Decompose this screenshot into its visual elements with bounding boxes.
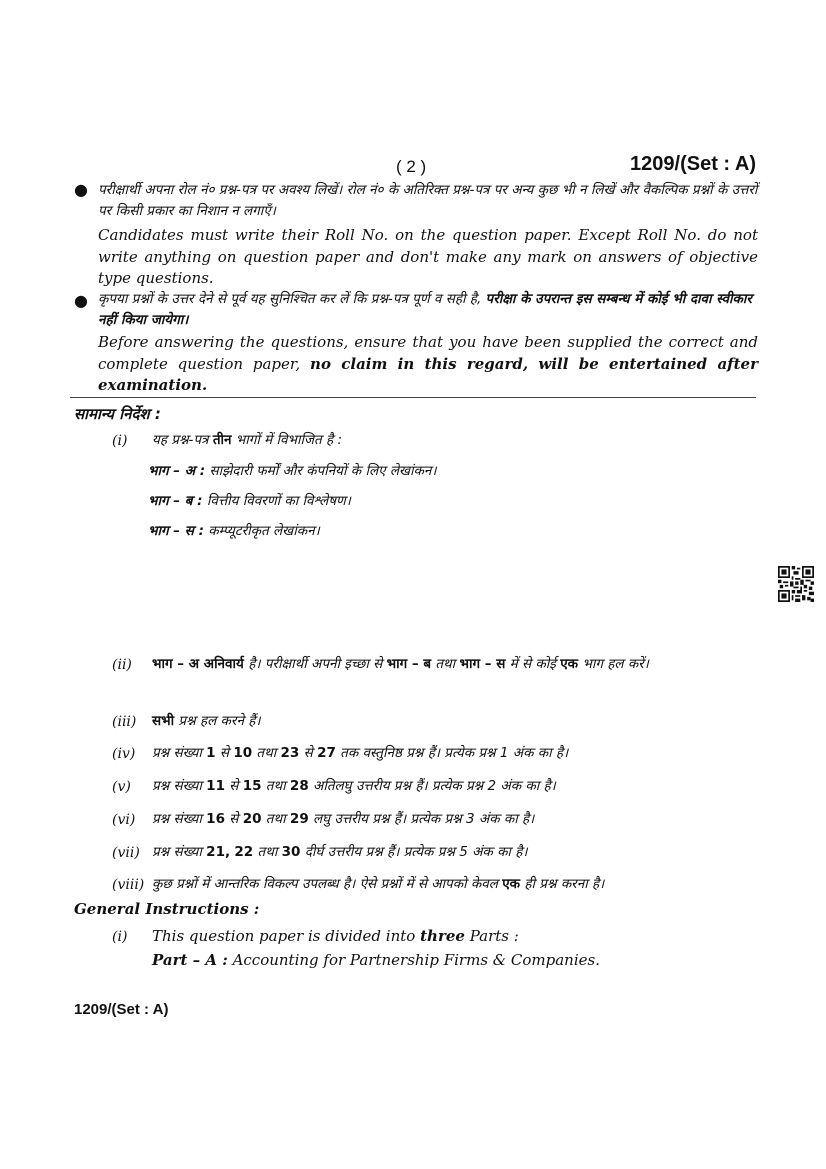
text: अतिलघु उत्तरीय प्रश्न हैं। प्रत्येक प्रश्न 2 अंक का है। <box>313 778 556 794</box>
part-label: भाग – ब : <box>148 493 203 509</box>
hindi-part-c <box>148 521 320 539</box>
text: प्रश्न संख्या <box>152 778 202 794</box>
bold-text: भाग – अ अनिवार्य <box>152 656 244 672</box>
bold-number: 27 <box>317 745 336 761</box>
english-instructions-heading: General Instructions : <box>74 900 260 918</box>
bold-number: 28 <box>289 778 309 794</box>
bold-text: भाग – स <box>459 656 506 672</box>
hindi-item-viii <box>152 871 758 897</box>
hindi-part-b <box>148 491 351 509</box>
text: Parts : <box>469 927 519 945</box>
part-text: Accounting for Partnership Firms & Companies. <box>232 951 600 969</box>
bold-text: एक <box>502 876 521 892</box>
bold-number: 29 <box>289 811 309 827</box>
note-2-english-text: Before answering the questions, ensure that you have been supplied the correct and complete question paper, <box>98 333 758 373</box>
text: है। परीक्षार्थी अपनी इच्छा से <box>248 656 383 672</box>
text: This question paper is divided into <box>152 927 416 945</box>
bold-number: 22 <box>234 844 254 860</box>
note-2-hindi-text: कृपया प्रश्नों के उत्तर देने से पूर्व यह सुनिश्चित कर लें कि प्रश्न-पत्र पूर्ण व सही है, <box>98 291 482 307</box>
bold-number: 23 <box>280 745 300 761</box>
item-number: (i) <box>112 433 128 449</box>
text: भागों में विभाजित है : <box>235 432 343 448</box>
hindi-item-vii <box>152 839 758 865</box>
hindi-item-iii <box>152 708 758 734</box>
text: से <box>229 778 239 794</box>
text: प्रश्न संख्या <box>152 811 202 827</box>
text: यह प्रश्न-पत्र <box>152 432 209 448</box>
part-text: वित्तीय विवरणों का विश्लेषण। <box>206 493 351 509</box>
text: दीर्घ उत्तरीय प्रश्न हैं। प्रत्येक प्रश्न 5 अंक का है। <box>304 844 528 860</box>
english-item-i <box>152 927 519 945</box>
item-number: (viii) <box>112 877 145 893</box>
note-2-english <box>98 332 758 397</box>
bold-number: 1 <box>206 745 216 761</box>
part-label: Part – A : <box>152 951 228 969</box>
paper-code-header: 1209/(Set : A) <box>630 153 756 175</box>
part-label: भाग – अ : <box>148 463 206 479</box>
hindi-item-v <box>152 773 758 799</box>
english-part-a <box>152 951 600 969</box>
bullet-icon: ● <box>74 291 88 310</box>
hindi-instructions-heading: सामान्य निर्देश : <box>74 405 161 423</box>
bullet-icon: ● <box>74 180 88 199</box>
bold-number: 11 <box>206 778 225 794</box>
text: तथा <box>256 745 277 761</box>
bold-text: सभी <box>152 713 175 729</box>
note-1-english: Candidates must write their Roll No. on the question paper. Except Roll No. do not write anything on question paper and don't make any mark on answers of objective type questions. <box>98 226 758 287</box>
bold-text: three <box>420 927 465 945</box>
item-number: (ii) <box>112 657 132 673</box>
divider <box>70 397 756 398</box>
item-number: (v) <box>112 779 131 795</box>
text: में से कोई <box>509 656 556 672</box>
text: तथा <box>435 656 456 672</box>
hindi-item-i <box>152 427 758 453</box>
qr-code-icon <box>778 566 814 602</box>
bold-number: 30 <box>281 844 301 860</box>
text: ही प्रश्न करना है। <box>524 876 605 892</box>
part-label: भाग – स : <box>148 523 204 539</box>
note-2-english-bold: no claim in this regard, will be entertained after examination. <box>98 354 758 394</box>
bold-number: 10 <box>233 745 253 761</box>
item-number: (vii) <box>112 845 140 861</box>
part-text: साझेदारी फर्मों और कंपनियों के लिए लेखांकन। <box>209 463 437 479</box>
text: तथा <box>265 778 286 794</box>
text: तथा <box>265 811 286 827</box>
bold-text: तीन <box>212 432 232 448</box>
text: से <box>303 745 313 761</box>
text: तक वस्तुनिष्ठ प्रश्न हैं। प्रत्येक प्रश्न 1 अंक का है। <box>340 745 569 761</box>
text: तथा <box>257 844 278 860</box>
note-2-hindi-bold: परीक्षा के उपरान्त इस सम्बन्ध में कोई भी दावा स्वीकार नहीं किया जायेगा। <box>98 291 752 328</box>
part-text: कम्प्यूटरीकृत लेखांकन। <box>208 523 320 539</box>
bold-number: 16 <box>206 811 225 827</box>
bold-text: , <box>224 844 231 860</box>
note-2-hindi <box>98 289 758 331</box>
text: प्रश्न संख्या <box>152 745 202 761</box>
item-number: (iv) <box>112 746 136 762</box>
bold-number: 21 <box>206 844 225 860</box>
hindi-item-vi <box>152 806 758 832</box>
hindi-item-iv <box>152 740 758 766</box>
text: भाग हल करें। <box>582 656 649 672</box>
page-number: ( 2 ) <box>396 157 427 176</box>
text: से <box>219 745 230 761</box>
paper-code-footer: 1209/(Set : A) <box>74 1001 169 1018</box>
hindi-item-ii <box>152 651 758 677</box>
bold-text: भाग – ब <box>386 656 432 672</box>
bold-number: 20 <box>242 811 262 827</box>
text: प्रश्न संख्या <box>152 844 202 860</box>
text: से <box>229 811 239 827</box>
item-number: (vi) <box>112 812 136 828</box>
text: लघु उत्तरीय प्रश्न हैं। प्रत्येक प्रश्न 3 अंक का है। <box>313 811 535 827</box>
note-1-hindi: परीक्षार्थी अपना रोल नं० प्रश्न-पत्र पर अवश्य लिखें। रोल नं० के अतिरिक्त प्रश्न-पत्र पर अन्य कुछ भी न लिखें और वैकल्पिक प्रश्नों के उत्तरों पर किसी प्रकार का निशान न लगाएँ। <box>98 182 758 219</box>
hindi-part-a <box>148 461 437 479</box>
bold-text: एक <box>560 656 579 672</box>
bold-number: 15 <box>242 778 262 794</box>
text: कुछ प्रश्नों में आन्तरिक विकल्प उपलब्ध है। ऐसे प्रश्नों में से आपको केवल <box>152 876 498 892</box>
item-number: (iii) <box>112 714 137 730</box>
text: प्रश्न हल करने हैं। <box>178 713 261 729</box>
item-number: (i) <box>112 929 128 945</box>
